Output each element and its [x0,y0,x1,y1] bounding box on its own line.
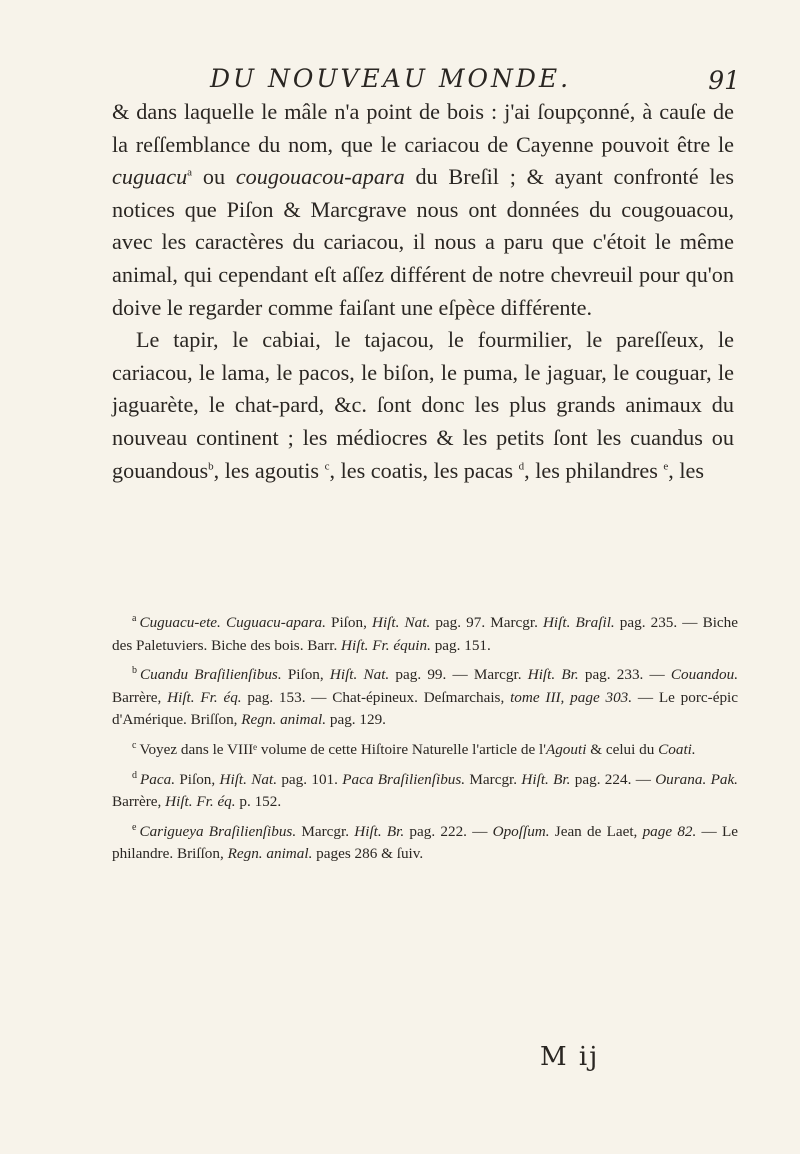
footnote-italic: Couandou. [670,666,738,684]
text-run: , les agoutis [213,457,325,483]
footnote-text: Barrère, [112,793,166,811]
footnote-text: pag. 153. — Chat-épineux. Deſmarchais, [241,688,511,706]
text-run: , les philandres [524,457,664,483]
text-run: & dans laquelle le mâle n'a point de bois : j'ai ſoupçonné, à cauſe de la reſſemblance du nom, que le cariacou de Cayenne pouvoit être le [112,99,734,157]
footnote-italic: tome III, page 303. [510,688,633,706]
footnote-text: p. 152. [235,793,282,811]
footnote-text: pag. 101. [277,770,343,788]
footnote-italic: Coati. [658,740,696,758]
footnote-italic: Regn. animal. [241,711,327,729]
footnote-text: pag. 99. — Marcgr. [389,666,528,684]
footnote-ref: c [324,460,330,473]
footnote-text: pages 286 & ſuiv. [312,845,424,863]
footnote-text: Voyez dans le VIIIᵉ volume de cette Hiſtoire Naturelle l'article de l' [139,740,546,758]
footnote-ref: d [518,460,525,473]
footnote-text: Marcgr. [296,822,355,840]
footnote-italic: page 82. [642,822,697,840]
footnote-italic: Hiſt. Braſil. [542,614,615,631]
main-text [112,96,734,487]
italic-term: cougouacou-apara [235,164,405,190]
footnote [112,821,738,866]
footnote-text: Marcgr. [465,770,522,788]
footnote-text: pag. 233. — [578,666,671,684]
footnote-mark: c [132,739,137,751]
text-run: , les coatis, les pacas [329,457,519,483]
footnote-ref: e [663,460,669,473]
footnote-italic: Hiſt. Fr. éq. [165,793,236,811]
footnote-italic: Agouti [545,740,587,758]
footnote-italic: Hiſt. Nat. [371,614,431,631]
running-title: DU NOUVEAU MONDE. [210,64,572,93]
footnote [112,769,738,814]
footnote-ref: a [187,166,193,179]
footnote-italic: Hiſt. Fr. équin. [341,636,431,654]
page-number: 91 [708,66,740,95]
paragraph-1 [112,96,734,324]
footnotes [112,612,738,873]
footnote-mark: b [132,665,137,677]
footnote-text: Piſon, [175,770,220,788]
footnote-italic: Paca. [140,770,176,788]
footnote-italic: Ourana. Pak. [655,770,738,788]
footnote-italic: Paca Braſilienſibus. [342,770,466,788]
footnote-text: Piſon, [281,666,330,684]
footnote-text: pag. 224. — [570,770,656,788]
footnote-text: Piſon, [325,614,372,631]
footnote-text: pag. 222. — [404,822,493,840]
footnote-text: — Le philandre. Briſſon, [112,822,738,863]
footnote-text: Jean de Laet, [549,822,643,840]
footnote-text: Barrère, [112,688,168,706]
text-run: , les [668,457,705,483]
footnote-text: & celui du [586,740,659,758]
footnote-text: — Le porc-épic d'Amérique. Briſſon, [112,688,739,729]
footnote [112,664,738,732]
footnote-mark: e [132,821,137,833]
footnote-italic: Hiſt. Br. [521,770,571,788]
footnote-italic: Opoſſum. [492,822,550,840]
footnote-italic: Cariguеya Braſilienſibus. [139,822,297,840]
italic-term: cuguacu [112,164,188,190]
footnote-mark: d [132,769,137,781]
footnote-italic: Hiſt. Nat. [329,666,390,684]
footnote-italic: Cuguacu-ete. Cuguacu-apara. [139,614,326,631]
text-run: Le tapir, le cabiai, le tajacou, le fourmilier, le pareſſeux, le cariacou, le lama, le pacos, le biſon, le puma, le jaguar, le couguar, le jaguarète, le chat-pard, &c. ſont donc les plus grands animaux du nouveau continent ; les médiocres & les petits ſont les cuandus ou gouandous [112,327,734,483]
footnote-text: pag. 235. — Biche des Paletuviers. Biche des bois. Barr. [112,614,738,654]
text-run: ou [192,164,236,190]
footnote [112,612,738,657]
footnote-italic: Hiſt. Nat. [219,770,277,788]
footnote-italic: Regn. animal. [227,845,313,863]
footnote-italic: Hiſt. Fr. éq. [167,688,242,706]
signature-mark: M ij [540,1042,600,1072]
footnote [112,739,738,762]
footnote-italic: Hiſt. Br. [527,666,579,684]
footnote-text: pag. 97. Marcgr. [430,614,543,631]
footnote-italic: Cuandu Braſilienſibus. [140,666,282,684]
footnote-mark: a [132,612,137,624]
footnote-ref: b [208,460,214,473]
text-run: du Breſil ; & ayant confronté les notices que Piſon & Marcgrave nous ont données du cougouacou, avec les caractères du cariacou, il nous a paru que c'étoit le même animal, qui cependant eſt aſſez différent de notre chevreuil pour qu'on doive le regarder comme faiſant une eſpèce différente. [112,164,734,320]
footnote-text: pag. 129. [326,711,386,729]
paragraph-2 [112,324,734,487]
footnote-italic: Hiſt. Br. [354,822,405,840]
footnote-text: pag. 151. [430,636,491,654]
